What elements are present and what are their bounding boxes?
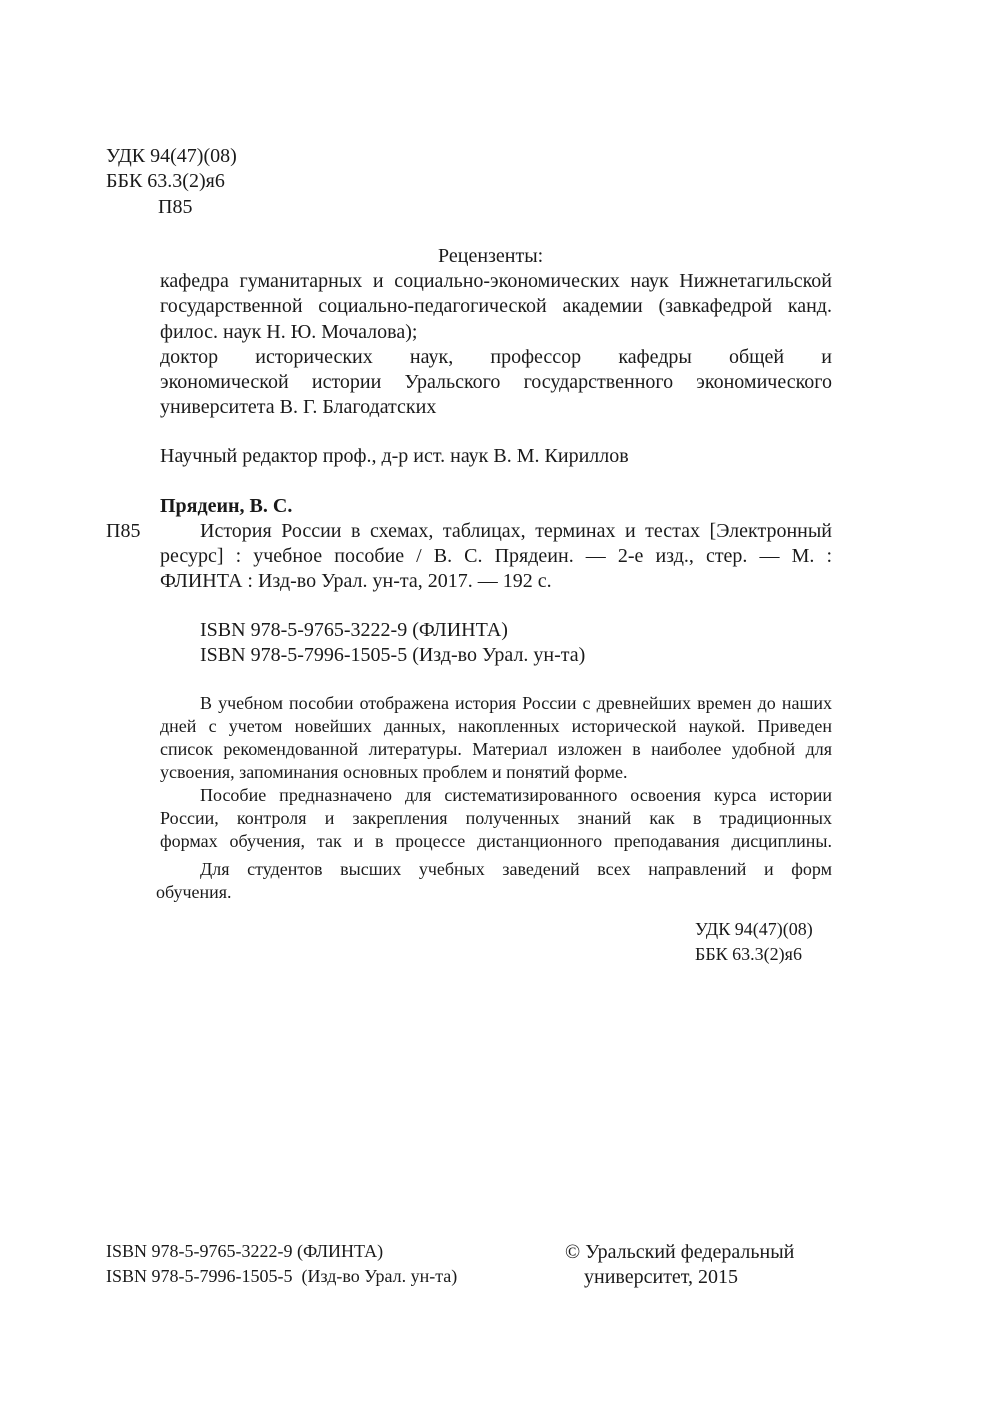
bottom-isbn: ISBN 978-5-9765-3222-9 (ФЛИНТА)	[106, 1241, 384, 1261]
reviewers-line: экономической истории Уральского государственного экономического	[160, 371, 832, 393]
copyright-line: © Уральский федеральный	[565, 1241, 795, 1263]
abstract-line: обучения.	[156, 882, 232, 902]
reviewers-line: университета В. Г. Благодатских	[160, 396, 437, 418]
scientific-editor: Научный редактор проф., д-р ист. наук В. М. Кириллов	[160, 445, 629, 467]
entry-mark: П85	[106, 520, 141, 542]
abstract-line: Для студентов высших учебных заведений всех направлений и форм	[200, 859, 832, 879]
bbk-code: ББК 63.3(2)я6	[106, 170, 225, 192]
udk-code: УДК 94(47)(08)	[106, 145, 237, 167]
abstract-line: список рекомендованной литературы. Материал изложен в наиболее удобной для	[160, 739, 832, 759]
entry-isbn: ISBN 978-5-7996-1505-5 (Изд-во Урал. ун-та)	[200, 644, 586, 666]
reviewers-line: государственной социально-педагогической академии (завкафедрой канд.	[160, 295, 832, 317]
abstract-line: усвоения, запоминания основных проблем и понятий форме.	[160, 762, 628, 782]
abstract-line: формах обучения, так и в процессе дистанционного преподавания дисциплины.	[160, 831, 832, 851]
entry-title-line: ФЛИНТА : Изд-во Урал. ун-та, 2017. — 192 с.	[160, 570, 552, 592]
entry-title-line: ресурс] : учебное пособие / В. С. Прядеин. — 2-е изд., стер. — М. :	[160, 545, 832, 567]
entry-title-line: История России в схемах, таблицах, терминах и тестах [Электронный	[200, 520, 832, 542]
reviewers-line: доктор исторических наук, профессор кафедры общей и	[160, 346, 832, 368]
entry-author: Прядеин, В. С.	[160, 495, 293, 517]
reviewers-title: Рецензенты:	[438, 245, 544, 267]
reviewers-line: филос. наук Н. Ю. Мочалова);	[160, 321, 418, 343]
author-mark: П85	[158, 196, 193, 218]
footer-udk-code: УДК 94(47)(08)	[695, 919, 813, 939]
abstract-line: России, контроля и закрепления полученных знаний как в традиционных	[160, 808, 832, 828]
abstract-line: дней с учетом новейших данных, накопленных исторической наукой. Приведен	[160, 716, 832, 736]
entry-isbn: ISBN 978-5-9765-3222-9 (ФЛИНТА)	[200, 619, 508, 641]
bottom-isbn: ISBN 978-5-7996-1505-5 (Изд-во Урал. ун-та)	[106, 1266, 458, 1286]
footer-bbk-code: ББК 63.3(2)я6	[695, 944, 802, 964]
copyright-line: университет, 2015	[584, 1266, 739, 1288]
reviewers-line: кафедра гуманитарных и социально-экономических наук Нижнетагильской	[160, 270, 832, 292]
abstract-line: Пособие предназначено для систематизированного освоения курса истории	[200, 785, 832, 805]
abstract-line: В учебном пособии отображена история России с древнейших времен до наших	[200, 693, 832, 713]
